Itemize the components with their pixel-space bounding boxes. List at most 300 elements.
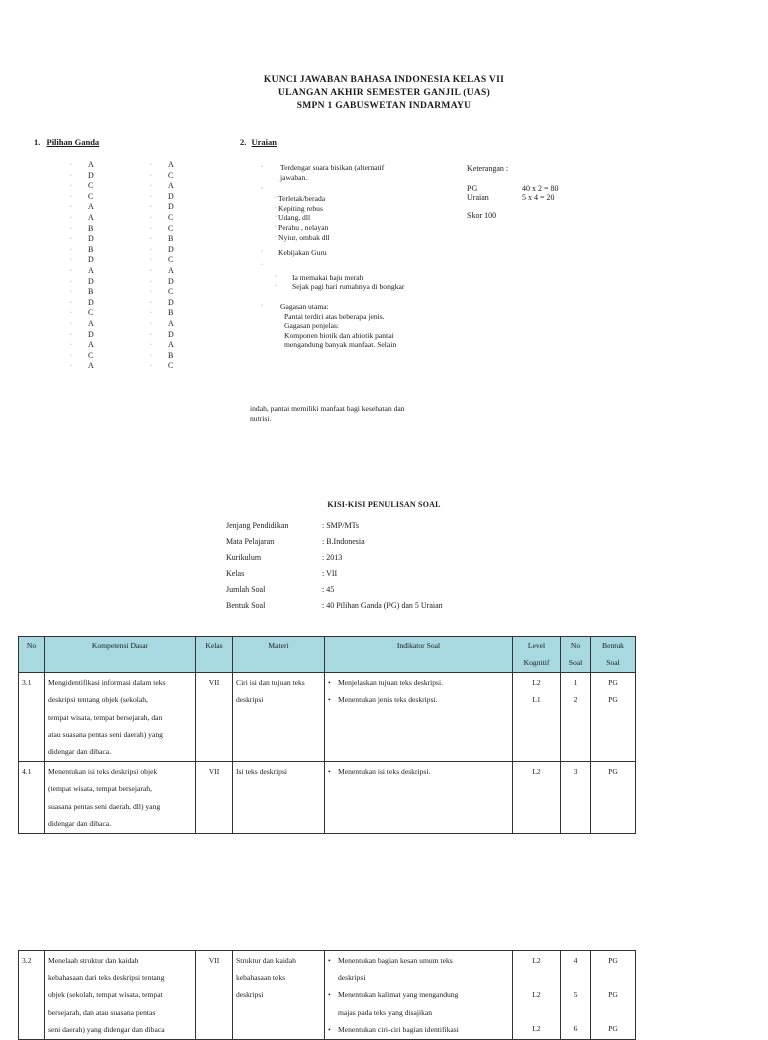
cell-line: Menjelaskan tujuan teks deskripsi.: [338, 678, 444, 688]
indikator-item: [328, 763, 509, 780]
cell-line: PG: [608, 678, 618, 688]
answer-item: [70, 171, 94, 182]
bullet: •: [328, 990, 331, 1000]
cell-materi: [233, 762, 325, 834]
bullet: ·: [261, 186, 263, 193]
answer-item: [70, 202, 94, 213]
header-materi: Materi: [233, 637, 325, 673]
meta-value: : B.Indonesia: [322, 537, 365, 546]
meta-row: [226, 534, 443, 550]
bullet: ·: [70, 246, 72, 253]
answer-letter: D: [168, 329, 174, 339]
meta-value: : 2013: [322, 553, 343, 562]
essay-answers: [258, 163, 448, 350]
essay-answer-5-line: Gagasan utama:: [280, 301, 329, 311]
essay-answer-1a: Terdengar suara bisikan (alternatif: [280, 163, 385, 172]
essay-list-item: [258, 204, 448, 214]
bullet: ·: [70, 236, 72, 243]
answer-item: [150, 192, 174, 203]
meta-row: [226, 518, 443, 534]
table-header-row: [19, 637, 636, 673]
cell-line: PG: [608, 695, 618, 705]
answer-letter: D: [88, 276, 94, 286]
cell-line: 6: [573, 1024, 578, 1034]
doc-title-line-3: SMPN 1 GABUSWETAN INDARMAYU: [296, 101, 472, 111]
meta-key: Mata Pelajaran: [226, 537, 275, 546]
kisi-meta: [226, 518, 443, 614]
indikator-item: [328, 986, 509, 1020]
header-bentuk-line: Soal: [606, 657, 620, 667]
cell-kelas: VII: [196, 673, 233, 762]
bullet: ·: [150, 363, 152, 370]
cell-line: Menelaah struktur dan kaidah: [48, 956, 139, 965]
section-number: 1.: [34, 137, 41, 147]
bullet: •: [328, 1024, 331, 1034]
answer-item: [150, 255, 174, 266]
answer-letter: A: [168, 318, 174, 328]
bullet: ·: [70, 278, 72, 285]
meta-value: : SMP/MTs: [322, 521, 360, 530]
answer-letter: D: [88, 255, 94, 265]
essay-list-item: [258, 213, 448, 223]
meta-key: Bentuk Soal: [226, 601, 266, 610]
essay-answer-5-line: Gagasan penjelas:: [284, 321, 340, 331]
cell-line: Menentukan isi teks deskripsi objek: [48, 767, 158, 777]
answer-letter: A: [88, 160, 94, 169]
cell-line: 1: [573, 678, 578, 688]
answer-letter: A: [88, 202, 94, 212]
bullet: ·: [261, 261, 263, 268]
essay-list-item: [258, 194, 448, 204]
header-bentuk-line: Bentuk: [602, 641, 624, 650]
cell-line: Menentukan isi teks deskripsi.: [338, 767, 431, 777]
bullet: ·: [261, 164, 263, 170]
essay-continuation-line: nutrisi.: [250, 413, 272, 423]
answer-letter: D: [168, 276, 174, 286]
bullet: ·: [150, 352, 152, 359]
answer-item: [150, 234, 174, 245]
answer-item: [70, 319, 94, 330]
bullet: ·: [70, 193, 72, 200]
answer-letter: A: [88, 212, 94, 222]
cell-level: [513, 762, 561, 834]
cell-line: seni daerah) yang didengar dan dibaca: [48, 1024, 165, 1034]
bullet: ·: [70, 267, 72, 274]
header-no: No: [19, 637, 45, 673]
bullet: ·: [150, 267, 152, 274]
bullet: ·: [150, 172, 152, 179]
answer-letter: A: [88, 340, 94, 350]
answer-letter: D: [88, 297, 94, 307]
cell-line: kebahasaan teks: [236, 973, 286, 983]
bullet: ·: [150, 299, 152, 306]
essay-list-item: [258, 233, 448, 243]
essay-answer-3: Kebijakan Guru: [278, 248, 327, 258]
answer-letter: B: [168, 308, 174, 318]
bullet: •: [328, 678, 331, 688]
answer-item: [70, 340, 94, 351]
cell-line: L2: [532, 956, 541, 965]
bullet: ·: [70, 331, 72, 338]
score-note-title: Keterangan :: [467, 164, 509, 173]
essay-answer-5-line: Komponen biotik dan abiotik pantai: [284, 330, 394, 340]
answer-item: [150, 340, 174, 351]
cell-line: majas pada teks yang disajikan: [338, 1007, 433, 1017]
cell-line: L2: [532, 1024, 541, 1034]
answer-letter: B: [88, 287, 94, 297]
meta-row: [226, 582, 443, 598]
answer-letter: B: [88, 223, 94, 233]
meta-key: Kelas: [226, 569, 245, 578]
bullet: ·: [70, 310, 72, 317]
indikator-item: [328, 691, 509, 708]
answer-item: [70, 255, 94, 266]
bullet: ·: [150, 204, 152, 211]
cell-line: didengar dan dibaca.: [48, 747, 112, 756]
bullet: ·: [70, 363, 72, 370]
cell-line: Menentukan bagian kesan umum teks: [338, 956, 453, 965]
answer-item: [70, 287, 94, 298]
answer-item: [150, 351, 174, 362]
answer-item: [150, 361, 174, 372]
bullet: •: [328, 956, 331, 965]
cell-indikator: [325, 673, 513, 762]
essay-list-text: Udang, dll: [278, 213, 311, 223]
header-kompetensi: Kompetensi Dasar: [45, 637, 196, 673]
bullet: ·: [150, 320, 152, 327]
bullet: ·: [70, 257, 72, 264]
answer-item: [70, 277, 94, 288]
answer-item: [70, 234, 94, 245]
answer-letter: B: [168, 234, 174, 244]
meta-key: Jumlah Soal: [226, 585, 266, 594]
bullet: ·: [261, 302, 263, 309]
answer-item: [150, 287, 174, 298]
answer-letter: C: [168, 287, 174, 297]
bullet: •: [328, 767, 331, 777]
answer-item: [150, 330, 174, 341]
header-bentuk: [591, 637, 636, 673]
answer-letter: D: [88, 234, 94, 244]
answer-item: [70, 361, 94, 372]
score-total: Skor 100: [467, 210, 497, 220]
table-row: [19, 762, 636, 834]
answer-letter: C: [88, 308, 94, 318]
indikator-item: [328, 1021, 509, 1038]
answer-letter: C: [168, 223, 174, 233]
cell-line: Struktur dan kaidah: [236, 956, 296, 965]
answer-letter: A: [168, 340, 174, 350]
answer-letter: C: [168, 212, 174, 222]
cell-bentuk: [591, 762, 636, 834]
answer-item: [150, 245, 174, 256]
answer-item: [70, 181, 94, 192]
cell-nosoal: [561, 673, 591, 762]
bullet: ·: [150, 257, 152, 264]
cell-line: PG: [608, 1024, 618, 1034]
section-pilihan-ganda-heading: [34, 137, 99, 147]
bullet: ·: [70, 320, 72, 327]
score-note: [467, 164, 627, 220]
answer-letter: A: [88, 361, 94, 371]
answer-item: [70, 308, 94, 319]
essay-answer-4-list: [258, 273, 448, 292]
cell-line: 4: [573, 956, 578, 965]
meta-key: Jenjang Pendidikan: [226, 521, 289, 530]
bullet: ·: [150, 331, 152, 338]
essay-answer-1b: jawaban.: [280, 172, 308, 182]
cell-kompetensi: [45, 673, 196, 762]
cell-line: L2: [532, 767, 541, 777]
kisi-table-continued: [18, 950, 636, 1040]
score-uraian-value: 5 x 4 = 20: [522, 193, 555, 203]
bullet: ·: [150, 246, 152, 253]
answer-letter: A: [168, 181, 174, 191]
cell-line: 5: [573, 990, 578, 1000]
doc-title-line-2: ULANGAN AKHIR SEMESTER GANJIL (UAS): [277, 88, 491, 98]
answer-item: [150, 224, 174, 235]
cell-line: (tempat wisata, tempat bersejarah,: [48, 784, 152, 794]
essay-list-item: [258, 223, 448, 233]
cell-line: PG: [608, 990, 618, 1000]
doc-title-line-1: KUNCI JAWABAN BAHASA INDONESIA KELAS VII: [263, 75, 505, 85]
meta-value: : VII: [322, 569, 338, 578]
cell-line: atau suasana pentas seni daerah) yang: [48, 729, 163, 739]
score-uraian-label: Uraian: [467, 193, 489, 203]
header-level-line: Kognitif: [523, 657, 550, 667]
answer-column-2: [150, 160, 174, 372]
answer-item: [70, 266, 94, 277]
kisi-title: KISI-KISI PENULISAN SOAL: [327, 500, 441, 509]
answer-item: [150, 160, 174, 171]
cell-bentuk: [591, 951, 636, 1040]
cell-line: L2: [532, 990, 541, 1000]
answer-item: [70, 224, 94, 235]
answer-letter: D: [88, 329, 94, 339]
bullet: ·: [70, 342, 72, 349]
cell-line: suasana pentas seni daerah, dll) yang: [48, 801, 161, 811]
bullet: ·: [275, 273, 277, 280]
essay-list-text: Ia memakai baju merah: [292, 272, 364, 282]
cell-materi: [233, 673, 325, 762]
answer-item: [70, 330, 94, 341]
cell-line: deskripsi: [236, 990, 264, 1000]
answer-letter: C: [88, 350, 94, 360]
answer-letter: D: [168, 244, 174, 254]
essay-answer-5-line: mengandung banyak manfaat. Selain: [284, 340, 397, 350]
bullet: ·: [70, 299, 72, 306]
bullet: ·: [150, 342, 152, 349]
answer-letter: C: [88, 181, 94, 191]
section-uraian-heading: [240, 137, 277, 147]
kisi-table: [18, 636, 636, 834]
bullet: ·: [275, 204, 277, 211]
essay-list-item: [258, 273, 448, 283]
cell-line: Menentukan kalimat yang mengandung: [338, 990, 459, 1000]
cell-materi: [233, 951, 325, 1040]
cell-line: didengar dan dibaca.: [48, 818, 112, 828]
cell-line: deskripsi tentang objek (sekolah,: [48, 695, 148, 705]
cell-kelas: VII: [196, 762, 233, 834]
cell-line: 2: [573, 695, 578, 705]
bullet: ·: [70, 214, 72, 221]
cell-line: deskripsi: [236, 695, 264, 705]
bullet: ·: [70, 352, 72, 359]
cell-line: tempat wisata, tempat bersejarah, dan: [48, 712, 163, 722]
cell-nosoal: [561, 951, 591, 1040]
answer-letter: A: [168, 265, 174, 275]
cell-line: kebahasaan dari teks deskripsi tentang: [48, 973, 165, 983]
bullet: ·: [150, 236, 152, 243]
table-row: [19, 951, 636, 1040]
essay-list-text: Sejak pagi hari rumahnya di bongkar: [292, 282, 405, 292]
answer-item: [150, 213, 174, 224]
cell-no: 3.1: [19, 673, 45, 762]
header-nosoal: [561, 637, 591, 673]
section-number: 2.: [240, 137, 247, 147]
answer-letter: A: [88, 318, 94, 328]
cell-line: objek (sekolah, tempat wisata, tempat: [48, 990, 163, 1000]
indikator-item: [328, 952, 509, 986]
meta-value: : 40 Pilihan Ganda (PG) dan 5 Uraian: [322, 601, 443, 610]
meta-row: [226, 550, 443, 566]
answer-letter: D: [88, 170, 94, 180]
answer-item: [70, 192, 94, 203]
score-pg-row: [467, 184, 627, 194]
bullet: ·: [70, 172, 72, 179]
cell-level: [513, 951, 561, 1040]
answer-item: [70, 213, 94, 224]
bullet: ·: [70, 204, 72, 211]
bullet: ·: [150, 193, 152, 200]
essay-list-text: Terletak/berada: [278, 194, 326, 204]
answer-letter: C: [88, 191, 94, 201]
section-title: Pilihan Ganda: [46, 137, 100, 147]
score-uraian-row: [467, 193, 627, 203]
cell-line: L2: [532, 678, 541, 688]
score-pg-value: 40 x 2 = 80: [522, 183, 559, 193]
bullet: ·: [70, 183, 72, 190]
cell-line: L1: [532, 695, 541, 705]
answer-letter: D: [168, 297, 174, 307]
answer-item: [70, 298, 94, 309]
table-row: [19, 673, 636, 762]
essay-answer-2-list: [258, 194, 448, 242]
answer-letter: D: [168, 202, 174, 212]
answer-letter: A: [168, 160, 174, 169]
bullet: ·: [275, 223, 277, 230]
cell-no: 4.1: [19, 762, 45, 834]
bullet: ·: [150, 214, 152, 221]
answer-letter: C: [168, 255, 174, 265]
answer-item: [150, 319, 174, 330]
section-title: Uraian: [251, 137, 277, 147]
header-nosoal-line: Soal: [568, 657, 583, 667]
cell-line: bersejarah, dan atau suasana pentas: [48, 1007, 156, 1017]
cell-line: Menentukan jenis teks deskripsi.: [338, 695, 438, 705]
bullet: ·: [150, 183, 152, 190]
cell-kompetensi: [45, 951, 196, 1040]
cell-indikator: [325, 951, 513, 1040]
cell-line: PG: [608, 767, 618, 777]
answer-item: [150, 298, 174, 309]
bullet: ·: [275, 195, 277, 202]
essay-list-text: Perahu , nelayan: [278, 222, 329, 232]
answer-column-1: [70, 160, 94, 372]
bullet: ·: [150, 310, 152, 317]
header-level: [513, 637, 561, 673]
essay-continuation: [250, 404, 470, 423]
answer-item: [150, 181, 174, 192]
cell-indikator: [325, 762, 513, 834]
answer-letter: D: [168, 191, 174, 201]
answer-item: [150, 277, 174, 288]
bullet: ·: [275, 214, 277, 221]
answer-item: [70, 351, 94, 362]
essay-list-item: [258, 282, 448, 292]
answer-letter: A: [88, 265, 94, 275]
bullet: ·: [150, 162, 152, 168]
cell-line: deskripsi: [338, 973, 366, 983]
bullet: ·: [275, 233, 277, 240]
essay-list-text: Kepiting rebus: [278, 203, 323, 213]
bullet: ·: [70, 162, 72, 168]
header-nosoal-line: No: [570, 641, 581, 650]
answer-letter: C: [168, 361, 174, 371]
meta-row: [226, 566, 443, 582]
essay-answer-5: [258, 302, 448, 350]
cell-level: [513, 673, 561, 762]
bullet: •: [328, 695, 331, 705]
indikator-item: [328, 674, 509, 691]
header-indikator: Indikator Soal: [325, 637, 513, 673]
cell-line: PG: [608, 956, 618, 965]
bullet: ·: [150, 225, 152, 232]
bullet: ·: [70, 225, 72, 232]
meta-key: Kurikulum: [226, 553, 262, 562]
answer-item: [70, 245, 94, 256]
cell-nosoal: [561, 762, 591, 834]
bullet: ·: [150, 278, 152, 285]
answer-item: [150, 202, 174, 213]
header-kelas: Kelas: [196, 637, 233, 673]
essay-answer-5-line: Pantai terdiri atas beberapa jenis.: [284, 311, 385, 321]
cell-line: 3: [573, 767, 578, 777]
answer-letter: B: [168, 350, 174, 360]
answer-item: [150, 171, 174, 182]
bullet: ·: [261, 249, 263, 256]
cell-kelas: VII: [196, 951, 233, 1040]
cell-line: Isi teks deskripsi: [236, 767, 288, 777]
essay-continuation-line: indah, pantai memiliki manfaat bagi kesehatan dan: [250, 404, 405, 413]
answer-letter: B: [88, 244, 94, 254]
essay-list-text: Nyiur, ombak dll: [278, 232, 330, 242]
answer-letter: C: [168, 170, 174, 180]
cell-line: Mengidentifikasi informasi dalam teks: [48, 678, 166, 688]
cell-kompetensi: [45, 762, 196, 834]
bullet: ·: [70, 289, 72, 296]
bullet: ·: [275, 283, 277, 290]
meta-value: : 45: [322, 585, 335, 594]
cell-bentuk: [591, 673, 636, 762]
cell-no: 3.2: [19, 951, 45, 1040]
answer-item: [70, 160, 94, 171]
score-pg-label: PG: [467, 183, 478, 193]
answer-item: [150, 266, 174, 277]
cell-line: Ciri isi dan tujuan teks: [236, 678, 305, 688]
answer-item: [150, 308, 174, 319]
bullet: ·: [150, 289, 152, 296]
